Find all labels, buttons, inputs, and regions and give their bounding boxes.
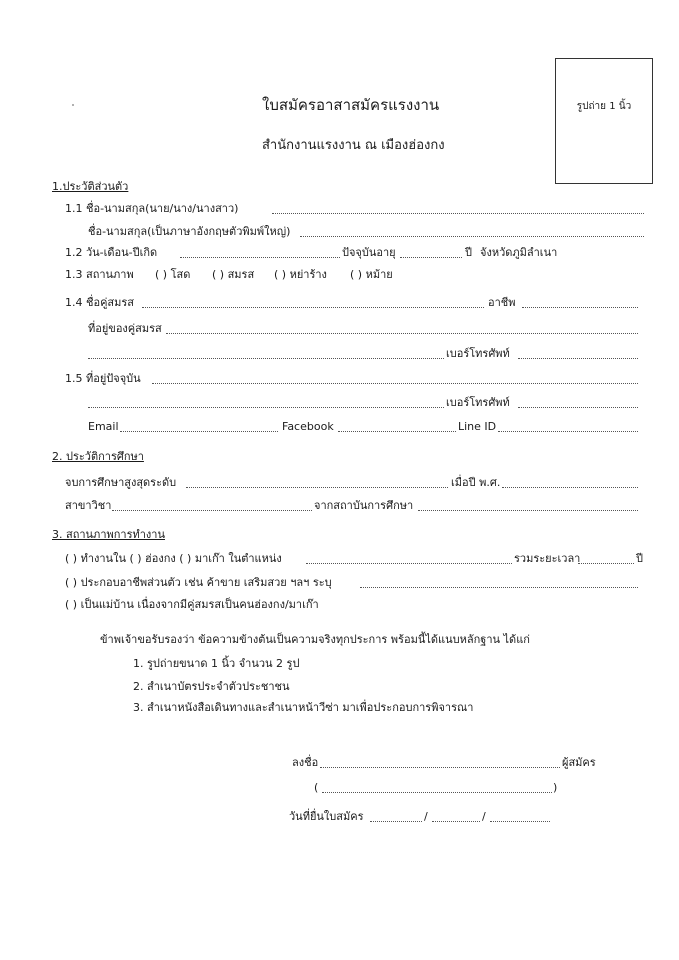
phone-label: เบอร์โทรศัพท์ (446, 396, 510, 409)
spouse-address-label: ที่อยู่ของคู่สมรส (88, 322, 162, 335)
institution-field[interactable] (418, 510, 638, 511)
self-employed-option[interactable]: ( ) ประกอบอาชีพส่วนตัว เช่น ค้าขาย เสริมสวย ฯลฯ ระบุ (65, 576, 332, 589)
form-subtitle: สำนักงานแรงงาน ณ เมืองฮ่องกง (262, 138, 445, 153)
sign-label: ลงชื่อ (292, 756, 319, 769)
address-field[interactable] (152, 383, 638, 384)
date-year-field[interactable] (490, 821, 550, 822)
name-en-label: ชื่อ-นามสกุล(เป็นภาษาอังกฤษตัวพิมพ์ใหญ่) (88, 225, 291, 238)
certification-statement: ข้าพเจ้าขอรับรองว่า ข้อความข้างต้นเป็นความจริงทุกประการ พร้อมนี้ได้แนบหลักฐาน ได้แก่ (100, 633, 530, 646)
when-label: เมื่อปี พ.ศ. (451, 476, 501, 489)
date-slash-1: / (424, 810, 428, 823)
email-label: Email (88, 420, 119, 433)
status-widowed-checkbox[interactable]: ( ) หม้าย (350, 268, 393, 281)
line-id-field[interactable] (498, 431, 638, 432)
line-id-label: Line ID (458, 420, 497, 433)
date-label: วันที่ยื่นใบสมัคร (289, 810, 364, 823)
date-slash-2: / (482, 810, 486, 823)
spouse-phone-field[interactable] (518, 358, 638, 359)
paren-close: ) (553, 781, 558, 794)
institution-label: จากสถาบันการศึกษา (314, 499, 414, 512)
photo-box (555, 58, 653, 184)
age-field[interactable] (400, 257, 462, 258)
paren-open: ( (314, 781, 319, 794)
duration-label: รวมระยะเวลา (514, 552, 581, 565)
attachment-item-2: 2. สำเนาบัตรประจำตัวประชาชน (133, 680, 290, 693)
name-label: 1.1 ชื่อ-นามสกุล(นาย/นาง/นางสาว) (65, 202, 239, 215)
dob-label: 1.2 วัน-เดือน-ปีเกิด (65, 246, 158, 259)
age-label: ปัจจุบันอายุ (342, 246, 396, 259)
attachment-item-3: 3. สำเนาหนังสือเดินทางและสำเนาหน้าวีซ่า มาเพื่อประกอบการพิจารณา (133, 701, 474, 714)
when-field[interactable] (502, 487, 638, 488)
email-field[interactable] (120, 431, 278, 432)
name-en-field[interactable] (300, 236, 644, 237)
work-option-line[interactable]: ( ) ทำงานใน ( ) ฮ่องกง ( ) มาเก๊า ในตำแหน่ง (65, 552, 282, 565)
spouse-address-field-2[interactable] (88, 358, 444, 359)
attachment-item-1: 1. รูปถ่ายขนาด 1 นิ้ว จำนวน 2 รูป (133, 657, 300, 670)
spouse-address-field[interactable] (166, 333, 638, 334)
date-day-field[interactable] (370, 821, 422, 822)
spouse-phone-label: เบอร์โทรศัพท์ (446, 347, 510, 360)
education-field[interactable] (186, 487, 448, 488)
form-title: ใบสมัครอาสาสมัครแรงงาน (262, 96, 440, 114)
photo-label: รูปถ่าย 1 นิ้ว (576, 101, 632, 112)
occupation-label: อาชีพ (488, 296, 516, 309)
signature-field[interactable] (320, 767, 560, 768)
phone-field[interactable] (518, 407, 638, 408)
duration-unit: ปี (636, 552, 643, 565)
spouse-field[interactable] (142, 307, 484, 308)
applicant-label: ผู้สมัคร (562, 756, 596, 769)
status-married-checkbox[interactable]: ( ) สมรส (212, 268, 255, 281)
facebook-field[interactable] (338, 431, 456, 432)
dob-field[interactable] (180, 257, 340, 258)
housewife-option[interactable]: ( ) เป็นแม่บ้าน เนื่องจากมีคู่สมรสเป็นคนฮ่องกง/มาเก๊า (65, 598, 319, 611)
address-field-2[interactable] (88, 407, 444, 408)
section2-heading: 2. ประวัติการศึกษา (52, 450, 144, 463)
status-label: 1.3 สถานภาพ (65, 268, 134, 281)
facebook-label: Facebook (282, 420, 334, 433)
duration-field[interactable] (578, 563, 634, 564)
spouse-label: 1.4 ชื่อคู่สมรส (65, 296, 135, 309)
printed-name-field[interactable] (322, 792, 552, 793)
section3-heading: 3. สถานภาพการทำงาน (52, 528, 165, 541)
status-single-checkbox[interactable]: ( ) โสด (155, 268, 191, 281)
education-label: จบการศึกษาสูงสุดระดับ (65, 476, 177, 489)
address-label: 1.5 ที่อยู่ปัจจุบัน (65, 372, 141, 385)
scan-speck (72, 104, 74, 106)
major-field[interactable] (112, 510, 312, 511)
year-label: ปี (465, 246, 472, 259)
position-field[interactable] (306, 563, 512, 564)
self-employed-field[interactable] (360, 587, 638, 588)
occupation-field[interactable] (522, 307, 638, 308)
name-field[interactable] (272, 213, 644, 214)
section1-heading: 1.ประวัติส่วนตัว (52, 180, 129, 193)
province-label: จังหวัดภูมิลำเนา (480, 246, 558, 259)
major-label: สาขาวิชา (65, 499, 112, 512)
date-month-field[interactable] (432, 821, 480, 822)
status-divorced-checkbox[interactable]: ( ) หย่าร้าง (274, 268, 327, 281)
